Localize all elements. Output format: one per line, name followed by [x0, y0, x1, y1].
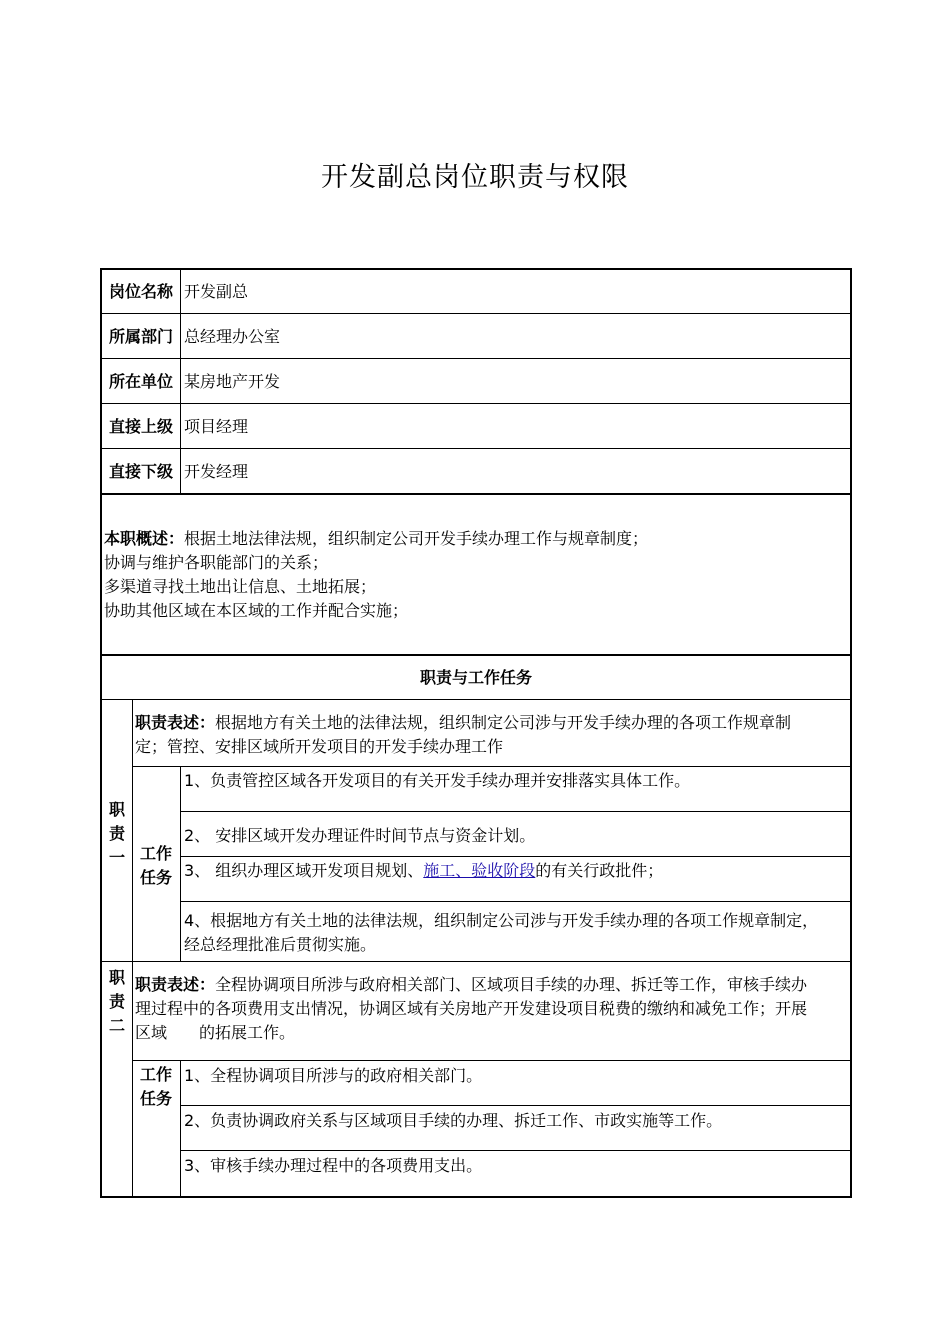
summary-line-4: 协助其他区域在本区域的工作并配合实施； [104, 601, 409, 620]
duty-one-description: 职责表述：根据地方有关土地的法律法规，组织制定公司涉与开发手续办理的各项工作规章制 定；管控、安排区域所开发项目的开发手续办理工作 [132, 699, 852, 767]
duty-one-label: 职 责 一 [100, 699, 133, 962]
section-header: 职责与工作任务 [100, 654, 852, 700]
label-position-name: 岗位名称 [100, 268, 181, 314]
job-summary [100, 493, 852, 656]
duty-one-task-2: 2、 安排区域开发办理证件时间节点与资金计划。 [181, 811, 852, 857]
value-department: 总经理办公室 [181, 313, 852, 359]
value-superior: 项目经理 [181, 403, 852, 449]
duty-two-label: 职 责 二 [100, 961, 133, 1198]
label-superior: 直接上级 [100, 403, 181, 449]
duty-two-tasks-label: 工作 任务 [132, 1060, 181, 1198]
duty-two-task-2: 2、负责协调政府关系与区域项目手续的办理、拆迁工作、市政实施等工作。 [181, 1105, 852, 1151]
value-unit: 某房地产开发 [181, 358, 852, 404]
label-department: 所属部门 [100, 313, 181, 359]
approval-stage-link[interactable]: 施工、验收阶段 [423, 861, 536, 880]
page-title: 开发副总岗位职责与权限 [321, 162, 629, 193]
duty-two-description: 职责表述：全程协调项目所涉与政府相关部门、区域项目手续的办理、拆迁等工作，审核手续办 理过程中的各项费用支出情况，协调区域有关房地产开发建设项目税费的缴纳和减免工作；开展 区域 的拓展工作。 [132, 961, 852, 1061]
value-subordinate: 开发经理 [181, 448, 852, 495]
duty-one-task-1: 1、负责管控区域各开发项目的有关开发手续办理并安排落实具体工作。 [181, 766, 852, 812]
value-position-name: 开发副总 [181, 268, 852, 314]
summary-label: 本职概述： [104, 529, 185, 548]
summary-line-1: 本职概述：根据土地法律法规，组织制定公司开发手续办理工作与规章制度； [104, 529, 649, 548]
duty-two-task-1: 1、全程协调项目所涉与的政府相关部门。 [181, 1060, 852, 1106]
summary-line-3: 多渠道寻找土地出让信息、土地拓展； [104, 577, 377, 596]
label-subordinate: 直接下级 [100, 448, 181, 495]
duty-one-task-4: 4、根据地方有关土地的法律法规，组织制定公司涉与开发手续办理的各项工作规章制定， 经总经理批准后贯彻实施。 [181, 901, 852, 962]
duty-two-task-3: 3、审核手续办理过程中的各项费用支出。 [181, 1150, 852, 1198]
summary-line-2: 协调与维护各职能部门的关系； [104, 553, 329, 572]
duty-one-tasks-label: 工作 任务 [132, 766, 181, 962]
duty-one-task-3: 3、 组织办理区域开发项目规划、施工、验收阶段的有关行政批件； [181, 856, 852, 902]
label-unit: 所在单位 [100, 358, 181, 404]
